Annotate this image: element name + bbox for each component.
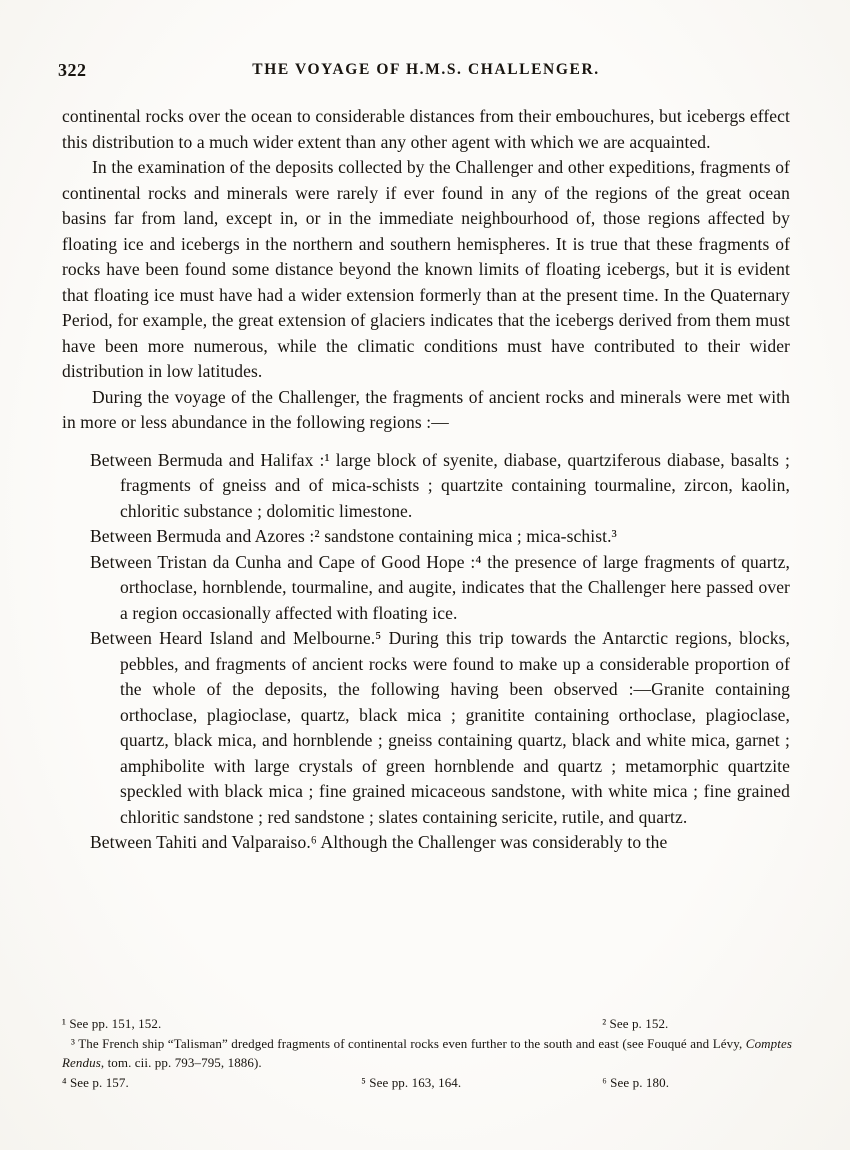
footnotes [62,1014,792,1092]
footnote-row-1 [62,1014,792,1034]
page-number: 322 [58,60,87,80]
region-entry-bermuda-azores: Between Bermuda and Azores :² sandstone containing mica ; mica-schist.³ [90,526,617,546]
footnote-3-text: ³ The French ship “Talisman” dredged fragments of continental rocks even further to the south and east (see Fouqué and Lévy, [71,1035,746,1051]
footnote-3-citation: , tom. cii. pp. 793–795, 1886). [100,1055,262,1070]
region-list [62,448,790,856]
footnote-3 [62,1034,792,1073]
page-header [58,58,790,84]
region-entry-tahiti-valparaiso: Between Tahiti and Valparaiso.⁶ Although the Challenger was considerably to the [90,832,668,852]
body-paragraph-continued: continental rocks over the ocean to considerable distances from their embouchures, but icebergs effect this distribution to a much wider extent than any other agent with which we are acquainted. [62,106,790,152]
footnote-4: ⁴ See p. 157. [62,1074,129,1090]
body-paragraph-voyage: During the voyage of the Challenger, the fragments of ancient rocks and minerals were met with in more or less abundance in the following regions :— [62,386,790,432]
footnote-6: ⁶ See p. 180. [602,1074,670,1090]
region-entry-bermuda-halifax: Between Bermuda and Halifax :¹ large block of syenite, diabase, quartziferous diabase, basalts ; fragments of gneiss and of mica-schists ; quartzite containing tourmaline, zircon, kaolin, chloritic substance ; dolomitic limestone. [90,449,790,521]
footnote-5: ⁵ See pp. 163, 164. [361,1074,462,1090]
footnote-3-journal-title: Comptes Rendus [62,1035,792,1070]
region-entry-heard-melbourne: Between Heard Island and Melbourne.⁵ During this trip towards the Antarctic regions, blocks, pebbles, and fragments of ancient rocks were found to make up a considerable proportion of the whole of the deposits, the following having been observed :—Granite containing orthoclase, plagioclase, quartz, black mica ; granitite containing orthoclase, plagioclase, quartz, black mica, and hornblende ; gneiss containing quartz, black and white mica, garnet ; amphibolite with large crystals of green hornblende and quartz ; metamorphic quartzite speckled with black mica ; fine grained micaceous sandstone, with white mica ; fine grained chloritic sandstone ; red sandstone ; slates containing sericite, rutile, and quartz. [90,628,790,827]
footnote-2: ² See p. 152. [602,1016,669,1031]
body-paragraph-examination: In the examination of the deposits collected by the Challenger and other expeditions, fragments of continental rocks and minerals were rarely if ever found in any of the regions of the great ocean basins far from land, except in, or in the immediate neighbourhood of, those regions affected by floating ice and icebergs in the northern and southern hemispheres. It is true that these fragments of rocks have been found some distance beyond the known limits of floating icebergs, but it is evident that floating ice must have had a wider extension formerly than at the present time. In the Quaternary Period, for example, the great extension of glaciers indicates that the icebergs derived from them must have been more numerous, while the climatic conditions must have contributed to their wider distribution in low latitudes. [62,157,790,381]
footnote-row-2 [62,1073,792,1093]
running-title: THE VOYAGE OF H.M.S. CHALLENGER. [252,61,600,78]
body-text [62,104,790,856]
region-entry-tristan-goodhope: Between Tristan da Cunha and Cape of Good Hope :⁴ the presence of large fragments of quartz, orthoclase, hornblende, tourmaline, and augite, indicates that the Challenger here passed over a region occasionally affected with floating ice. [90,551,790,623]
footnote-1: ¹ See pp. 151, 152. [62,1016,162,1031]
